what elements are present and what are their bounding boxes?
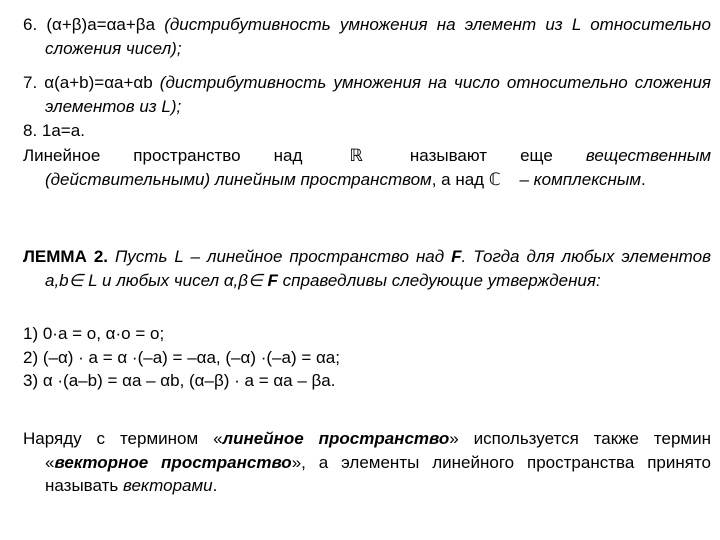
axiom-6-note: (дистрибутивность умножения на элемент из L относительно сложения чисел); [45, 15, 711, 58]
definition-also: называют еще [409, 146, 553, 165]
note-text-4: . [212, 476, 218, 495]
definition-end: . [641, 169, 646, 189]
lemma-statements [23, 322, 689, 393]
axiom-8-formula: 8. 1a=a. [23, 121, 85, 140]
field-F-1: F [451, 247, 462, 266]
lemma-statement-3: 3) α ·(a–b) = αa – αb, (α–β) · a = αa – βa. [23, 371, 336, 390]
terminology-note [23, 427, 711, 498]
note-text-1: Наряду с термином « [23, 429, 223, 448]
term-vectors: векторами [122, 476, 213, 495]
axiom-7-note: (дистрибутивность умножения на число относительно сложения элементов из L); [45, 73, 711, 116]
real-numbers-symbol: ℝ [349, 146, 363, 165]
definition-intro: Линейное пространство над [23, 146, 303, 165]
lemma-2 [23, 245, 711, 292]
note-text-3: », а элементы линейного пространства принято называть [45, 452, 711, 495]
term-real: вещественным [585, 146, 711, 165]
term-linear-space: линейное пространство [222, 429, 450, 448]
term-complex: комплексным [533, 169, 642, 189]
term-vector-space: векторное пространство [54, 452, 292, 472]
space-definition [23, 144, 711, 191]
note-text-2: » используется также термин « [45, 429, 711, 472]
lemma-text-3: справедливы следующие утверждения: [282, 270, 601, 290]
axiom-7-formula: 7. α(a+b)=αa+αb [23, 73, 153, 92]
lemma-statement-2: 2) (–α) · a = α ·(–a) = –αa, (–α) ·(–a) = αa; [23, 347, 340, 367]
lemma-label: ЛЕММА 2. [23, 247, 108, 266]
lemma-text-1: Пусть L – линейное пространство над [114, 247, 445, 266]
lemma-statement-1: 1) 0·a = o, α·o = o; [23, 324, 165, 343]
complex-numbers-symbol: ℂ [488, 169, 501, 189]
axiom-6 [23, 13, 711, 60]
axiom-6-formula: 6. (α+β)a=αa+βa [23, 15, 156, 34]
definition-over: , а над [431, 169, 485, 189]
term-real-alt: (действительными) линейным пространством [45, 169, 432, 189]
axiom-8 [23, 119, 689, 143]
axiom-7 [23, 71, 711, 118]
definition-dash: – [519, 169, 529, 189]
field-F-2: F [267, 270, 278, 290]
lemma-text-2: . Тогда для любых элементов a,b∈ L и любых чисел α,β∈ [45, 247, 711, 290]
